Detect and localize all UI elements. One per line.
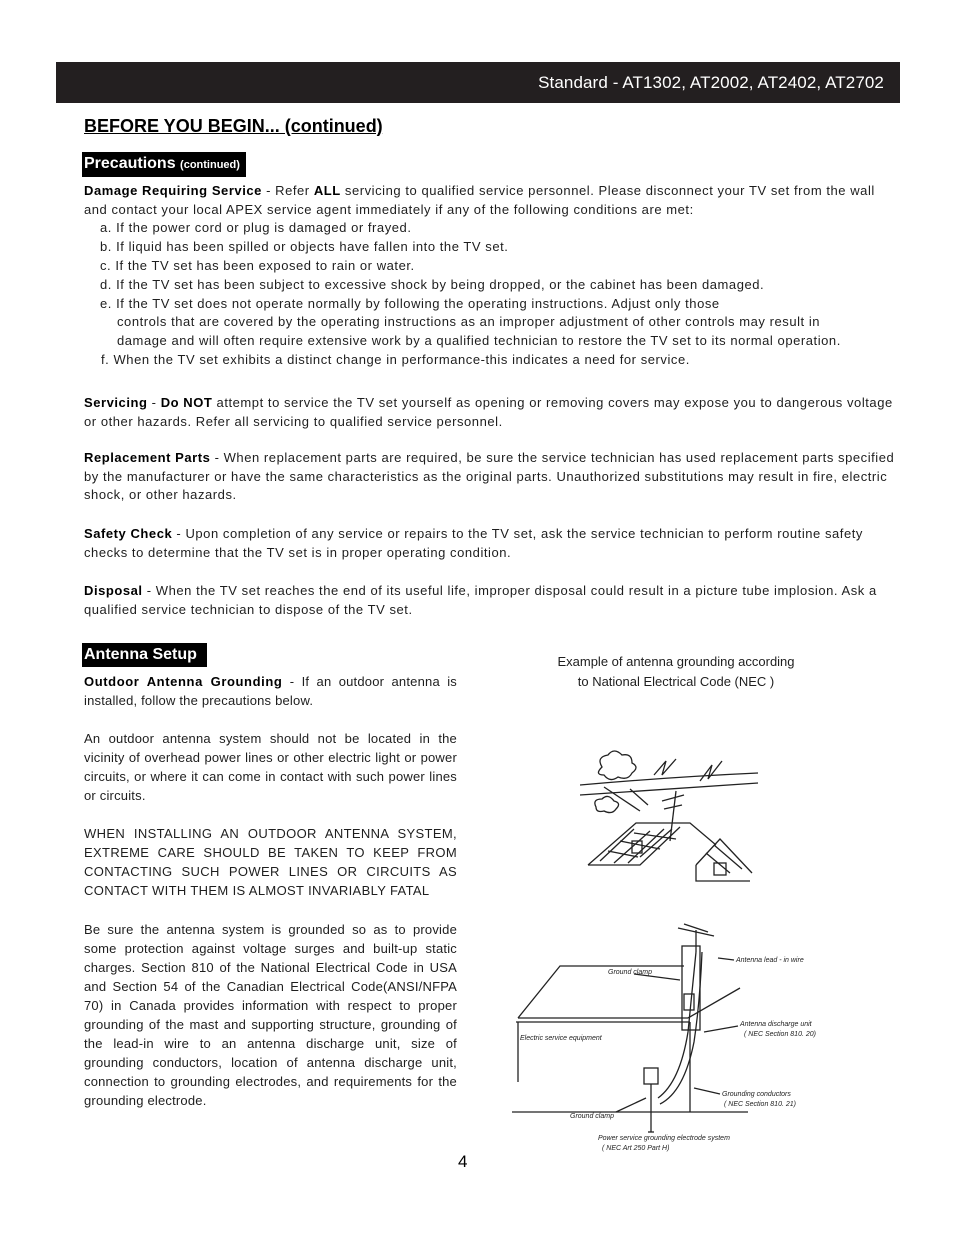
precautions-label [82,152,246,177]
discharge-section-label: ( NEC Section 810. 20) [744,1031,816,1038]
safety-term: Safety Check [84,526,173,541]
antenna-setup-label [82,643,207,667]
electric-equipment-label: Electric service equipment [520,1035,602,1042]
safety-text: - Upon completion of any service or repairs to the TV set, ask the service technician to perform routine safety checks to determine that the TV set is in proper operating condition. [84,526,863,560]
discharge-unit-label: Antenna discharge unit [740,1021,812,1028]
lightning-icon [700,761,722,781]
power-article-label: ( NEC Art 250 Part H) [602,1145,670,1152]
section-title: BEFORE YOU BEGIN... (continued) [84,116,383,136]
replacement-term: Replacement Parts [84,450,211,465]
servicing-term: Servicing [84,395,148,410]
damage-text-a: - Refer [261,183,314,198]
damage-conditions-list [100,218,841,369]
cloud-icon [595,796,619,812]
figure-caption-line1: Example of antenna grounding according [557,654,795,669]
disposal-term: Disposal [84,583,143,598]
servicing-sep: - [147,395,161,410]
damage-paragraph [84,182,896,219]
list-item: a. If the power cord or plug is damaged or frayed. [100,220,412,235]
figure-caption [526,652,826,691]
antenna-location-paragraph: An outdoor antenna system should not be located in the vicinity of overhead power lines or other electric light or power circuits, or where it can come in contact with such power lines or circuits. [84,731,457,803]
list-item: damage and will often require extensive work by a qualified technician to restore the TV set to its normal operation. [117,332,841,348]
lead-in-label: Antenna lead - in wire [736,957,804,964]
list-item: b. If liquid has been spilled or objects have fallen into the TV set. [100,239,509,254]
conductors-label: Grounding conductors [722,1091,791,1098]
replacement-paragraph [84,449,896,505]
antenna-grounding-info-paragraph: Be sure the antenna system is grounded so as to provide some protection against voltage surges and built-up static charges. Section 810 of the National Electrical Code in USA and Section 54 of the Canadian Electrical Code(ANSI/NFPA 70) in Canada provides information with respect to proper grounding of the mast and supporting structure, grounding of the lead-in wire to an antenna discharge unit, size of grounding conductors, location of antenna discharge unit, connection to grounding electrodes, and requirements for the grounding electrode. [84,922,457,1108]
servicing-emph: Do NOT [160,395,213,410]
damage-emph: ALL [313,183,341,198]
replacement-text: - When replacement parts are required, be sure the service technician has used replacement parts specified by the manufacturer or have the same characteristics as the original parts. Unauthorized substitutions may result in fire, electric shock, or other hazards. [84,450,895,503]
precautions-label-suffix: (continued) [180,159,240,171]
cloud-icon [598,751,636,780]
servicing-text: attempt to service the TV set yourself as opening or removing covers may expose you to dangerous voltage or other hazards. Refer all servicing to qualified service personnel. [84,395,893,429]
disposal-paragraph [84,582,896,619]
list-item: controls that are covered by the operating instructions as an improper adjustment of other controls may result in [117,314,821,329]
antenna-setup-label-text: Antenna Setup [84,646,197,663]
safety-paragraph [84,525,896,562]
list-item: d. If the TV set has been subject to excessive shock by being dropped, or the cabinet has been damaged. [100,277,765,292]
header-title: Standard - AT1302, AT2002, AT2402, AT2702 [538,73,884,92]
header-bar [56,62,900,103]
disposal-text: - When the TV set reaches the end of its useful life, improper disposal could result in a picture tube implosion. Ask a qualified service technician to dispose of the TV set. [84,583,877,617]
list-item: c. If the TV set has been exposed to rain or water. [100,258,415,273]
damage-term: Damage Requiring Service [84,183,262,198]
ground-clamp-top-label: Ground clamp [608,969,652,976]
list-item: e. If the TV set does not operate normally by following the operating instructions. Adjust only those [100,296,720,311]
ground-clamp-bottom-label: Ground clamp [570,1113,614,1120]
power-line-hazard-illustration [580,745,760,885]
antenna-grounding-text: - If an outdoor antenna is installed, follow the precautions below. [84,674,457,708]
antenna-grounding-paragraph [84,672,457,710]
antenna-warning-paragraph: WHEN INSTALLING AN OUTDOOR ANTENNA SYSTEM, EXTREME CARE SHOULD BE TAKEN TO KEEP FROM CONTACTING SUCH POWER LINES OR CIRCUITS AS CONTACT WITH THEM IS ALMOST INVARIABLY FATAL [84,826,457,898]
figure-caption-line2: to National Electrical Code (NEC ) [577,673,775,689]
servicing-paragraph [84,394,896,431]
conductors-section-label: ( NEC Section 810. 21) [724,1101,796,1108]
antenna-grounding-term: Outdoor Antenna Grounding [84,674,283,689]
page-number: 4 [458,1152,468,1171]
damage-text-b: servicing to qualified service personnel. Please disconnect your TV set from the wall and contact your local APEX service agent immediately if any of the following conditions are met: [84,183,875,217]
lightning-icon [654,759,676,775]
power-system-label: Power service grounding electrode system [598,1135,730,1142]
list-item: f. When the TV set exhibits a distinct change in performance-this indicates a need for service. [101,352,690,367]
precautions-label-text: Precautions [84,155,176,172]
antenna-grounding-diagram [508,922,838,1158]
